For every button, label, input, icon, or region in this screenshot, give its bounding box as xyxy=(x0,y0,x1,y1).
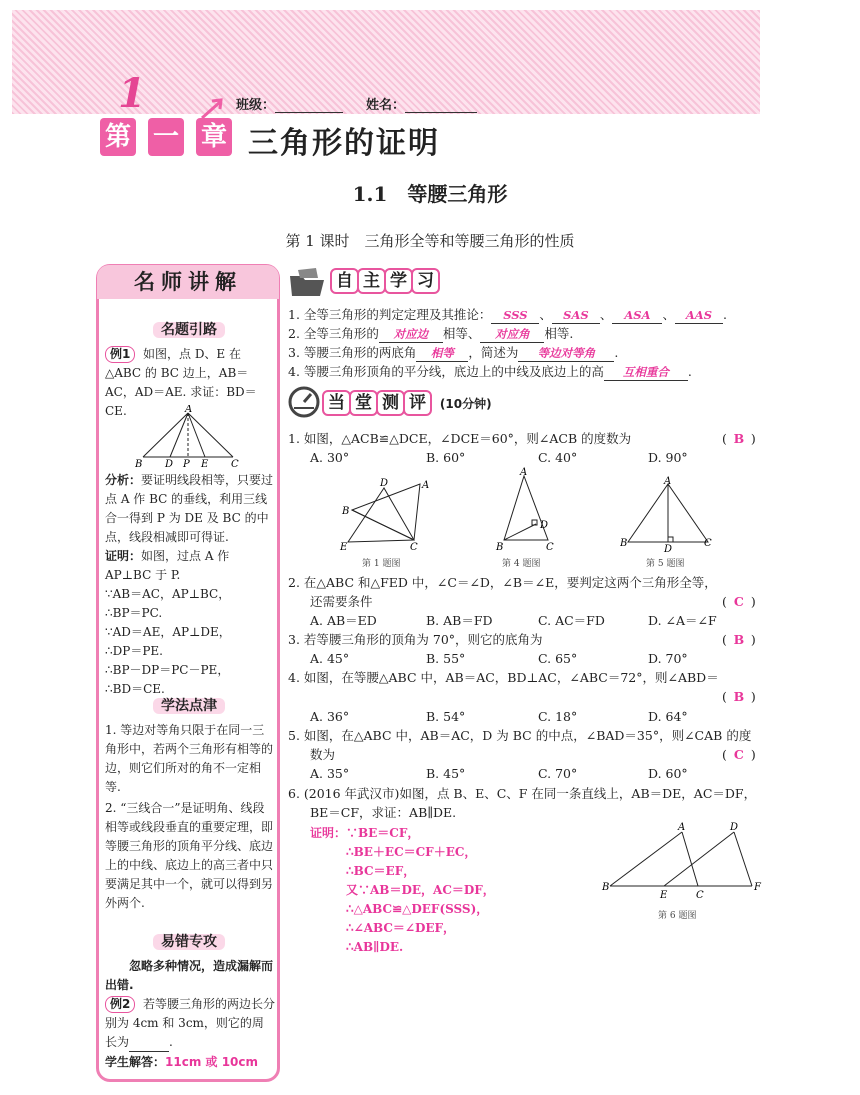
self-q4: 4. 等腰三角形顶角的平分线，底边上的中线及底边上的高 互相重合 . xyxy=(288,364,692,379)
arrow-icon xyxy=(200,96,226,120)
svg-text:D: D xyxy=(730,822,739,833)
tip-2: 2. “三线合一”是证明角、线段相等或线段垂直的重要定理，即等腰三角形的顶角平分线、底边上的中线、底边上的高三者中只要满足其中一个，就可以得到另外两个. xyxy=(105,801,274,910)
test-q3-answer: ( B ) xyxy=(722,632,756,647)
caption-q4: 第 4 题图 xyxy=(502,559,541,569)
fig-label-E: E xyxy=(201,459,209,469)
svg-text:A: A xyxy=(664,476,672,487)
q4-option-c: C. 18° xyxy=(538,709,578,724)
chapter-box-3: 章 xyxy=(196,118,232,156)
q4-option-d: D. 64° xyxy=(648,709,688,724)
student-answer: 学生解答：11cm 或 10cm xyxy=(105,1055,259,1069)
fig-label-A: A xyxy=(185,405,193,415)
example1: 例1 如图，点 D、E 在△ABC 的 BC 边上，AB＝AC，AD＝AE. 求证：BD＝CE. xyxy=(105,347,257,418)
test-q2-stem1: 2. 在△ABC 和△FED 中，∠C＝∠D，∠B＝∠E，要判定这两个三角形全等， xyxy=(288,575,717,590)
svg-text:A: A xyxy=(520,467,528,478)
test-q6-stem1: 6. (2016 年武汉市)如图，点 B、E、C、F 在同一条直线上，AB＝DE，AC＝DF， xyxy=(288,786,757,801)
q4-option-b: B. 54° xyxy=(426,709,466,724)
q5-option-d: D. 60° xyxy=(648,766,688,781)
section-title: 1.1 等腰三角形 xyxy=(352,182,508,206)
svg-text:A: A xyxy=(678,822,686,833)
svg-text:D: D xyxy=(380,478,389,489)
gauge-icon xyxy=(288,386,320,418)
q6-proof: 证明：∵BE＝CF， ∴BE＋EC＝CF＋EC， ∴BC＝EF， 又∵AB＝DE，AC＝DF， ∴△ABC≌△DEF(SSS)， ∴∠ABC＝∠DEF， ∴AB∥DE. xyxy=(310,826,495,954)
lesson-title: 第 1 课时 三角形全等和等腰三角形的性质 xyxy=(285,232,575,250)
fig-label-C: C xyxy=(231,459,239,469)
sub-heading-examples: 名题引路 xyxy=(105,321,273,339)
test-q2-stem2: 还需要条件 xyxy=(310,594,373,609)
svg-text:C: C xyxy=(704,538,712,549)
test-q5-answer: ( C ) xyxy=(722,747,756,762)
example2: 例2 若等腰三角形的两边长分别为 4cm 和 3cm，则它的周长为 . xyxy=(105,995,275,1052)
mistake-warning: 忽略多种情况，造成漏解而出错. xyxy=(105,959,274,992)
example2-tag: 例2 xyxy=(105,996,135,1013)
svg-text:B: B xyxy=(342,506,350,517)
svg-text:B: B xyxy=(602,882,610,893)
tip-1: 1. 等边对等角只限于在同一三角形中，若两个三角形有相等的边，则它们所对的角不一定相等. xyxy=(105,723,274,794)
q3-option-c: C. 65° xyxy=(538,651,578,666)
sidebar-title: 名师讲解 xyxy=(97,265,279,299)
sub-heading-tips: 学法点津 xyxy=(105,697,273,715)
test-q4-answer: ( B ) xyxy=(722,689,756,704)
q1-option-b: B. 60° xyxy=(426,450,466,465)
test-q3-stem: 3. 若等腰三角形的顶角为 70°，则它的底角为 xyxy=(288,632,543,647)
fig-label-P: P xyxy=(183,459,190,469)
q5-option-a: A. 35° xyxy=(310,766,350,781)
svg-text:B: B xyxy=(496,542,504,553)
svg-text:C: C xyxy=(410,542,418,553)
figure-q6 xyxy=(596,818,772,898)
test-q1-answer: ( B ) xyxy=(722,431,756,446)
class-field: 班级： xyxy=(236,94,343,113)
caption-q1: 第 1 题图 xyxy=(362,559,401,569)
test-header: 当 堂 测 评 (10分钟) xyxy=(322,390,492,418)
fig-label-B: B xyxy=(135,459,143,469)
sidebar xyxy=(96,264,280,1082)
chapter-number: 1 xyxy=(118,70,146,117)
figure-q5 xyxy=(620,476,716,556)
fig-label-D: D xyxy=(165,459,174,469)
example1-figure xyxy=(135,405,245,469)
self-q1: 1. 全等三角形的判定定理及其推论： SSS 、 SAS 、 ASA 、 AAS . xyxy=(288,307,727,322)
svg-text:D: D xyxy=(540,520,549,531)
test-q5-stem2: 数为 xyxy=(310,747,336,762)
svg-text:A: A xyxy=(422,480,430,491)
q3-option-d: D. 70° xyxy=(648,651,688,666)
example1-proof: 证明：如图，过点 A 作 AP⊥BC 于 P. ∵AB＝AC，AP⊥BC， ∴BP＝PC. ∵AD＝AE，AP⊥DE， ∴DP＝PE. ∴BP－DP＝PC－PE， ∴BD＝CE. xyxy=(105,549,231,696)
svg-text:F: F xyxy=(754,882,761,893)
chapter-title: 三角形的证明 xyxy=(248,126,440,161)
example1-tag: 例1 xyxy=(105,346,135,363)
q5-option-c: C. 70° xyxy=(538,766,578,781)
name-field: 姓名： xyxy=(366,94,477,113)
q4-option-a: A. 36° xyxy=(310,709,350,724)
caption-q5: 第 5 题图 xyxy=(646,559,685,569)
self-q2: 2. 全等三角形的 对应边 相等、 对应角 相等. xyxy=(288,326,574,341)
test-q6-stem2: BE＝CF，求证：AB∥DE. xyxy=(310,805,457,820)
chapter-box-2: 一 xyxy=(148,118,184,156)
caption-q6: 第 6 题图 xyxy=(658,911,697,921)
self-study-header: 自 主 学 习 xyxy=(330,268,438,296)
test-q4-stem: 4. 如图，在等腰△ABC 中，AB＝AC，BD⊥AC，∠ABC＝72°，则∠ABD＝ xyxy=(288,670,719,685)
svg-text:B: B xyxy=(620,538,628,549)
test-q1-stem: 1. 如图，△ACB≌△DCE，∠DCE＝60°，则∠ACB 的度数为 xyxy=(288,431,632,446)
q5-option-b: B. 45° xyxy=(426,766,466,781)
svg-text:D: D xyxy=(664,544,673,555)
self-q3: 3. 等腰三角形的两底角 相等 ，简述为 等边对等角 . xyxy=(288,345,619,360)
figure-q4 xyxy=(494,466,564,554)
folder-icon xyxy=(288,266,328,298)
test-q5-stem1: 5. 如图，在△ABC 中，AB＝AC，D 为 BC 的中点，∠BAD＝35°，则∠CAB 的度 xyxy=(288,728,752,743)
svg-text:C: C xyxy=(546,542,554,553)
q3-option-b: B. 55° xyxy=(426,651,466,666)
q3-option-a: A. 45° xyxy=(310,651,350,666)
figure-q1 xyxy=(336,470,436,560)
svg-text:E: E xyxy=(340,542,348,553)
chapter-box-1: 第 xyxy=(100,118,136,156)
test-q2-answer: ( C ) xyxy=(722,594,756,609)
analysis: 分析：要证明线段相等，只要过点 A 作 BC 的垂线，利用三线合一得到 P 为 DE 及 BC 的中点，线段相减即可得证. xyxy=(105,473,274,544)
sub-heading-mistakes: 易错专攻 xyxy=(105,933,273,951)
q1-option-a: A. 30° xyxy=(310,450,350,465)
svg-text:C: C xyxy=(696,890,704,898)
q2-option-a: A. AB＝ED xyxy=(310,613,377,628)
q1-option-d: D. 90° xyxy=(648,450,688,465)
q1-option-c: C. 40° xyxy=(538,450,578,465)
q2-option-c: C. AC＝FD xyxy=(538,613,605,628)
svg-text:E: E xyxy=(660,890,668,898)
q2-option-b: B. AB＝FD xyxy=(426,613,493,628)
q2-option-d: D. ∠A＝∠F xyxy=(648,613,717,628)
